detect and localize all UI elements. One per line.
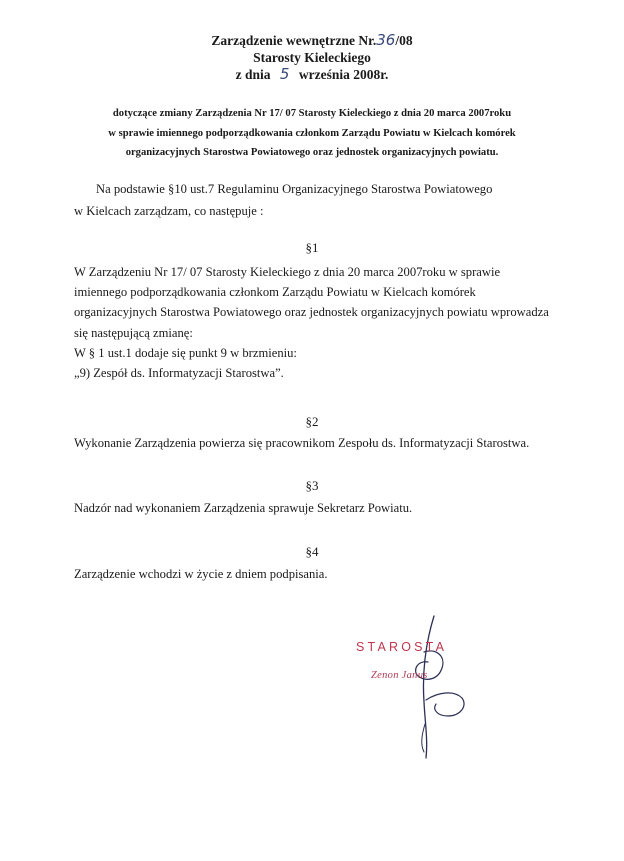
section-1-line: imiennego podporządkowania członkom Zarządu Powiatu w Kielcach komórek [74,285,476,300]
intro-line: Na podstawie §10 ust.7 Regulaminu Organizacyjnego Starostwa Powiatowego [96,182,493,196]
section-1-title: §1 [305,240,319,255]
header-line-3 [0,66,624,83]
header-title-suffix: /08 [395,33,413,48]
subject-line: organizacyjnych Starostwa Powiatowego oraz jednostek organizacyjnych powiatu. [125,147,499,158]
section-2-body: Wykonanie Zarządzenia powierza się pracownikom Zespołu ds. Informatyzacji Starostwa. [74,436,530,450]
intro-line: w Kielcach zarządzam, co następuje : [74,204,264,218]
subject-line: w sprawie imiennego podporządkowania członkom Zarządu Powiatu w Kielcach komórek [108,127,516,139]
stamp-name: Zenon Janus [371,670,428,681]
handwritten-day: 5 [279,65,290,83]
section-3-body: Nadzór nad wykonaniem Zarządzenia sprawuje Sekretarz Powiatu. [74,501,413,515]
section-1-line: organizacyjnych Starostwa Powiatowego oraz jednostek organizacyjnych powiatu wprowadza [74,305,549,320]
intro-paragraph [74,178,550,222]
section-1-line: „9) Zespół ds. Informatyzacji Starostwa”. [74,366,284,381]
handwritten-number: 36 [376,31,396,49]
subject-line: dotyczące zmiany Zarządzenia Nr 17/ 07 Starosty Kieleckiego z dnia 20 marca 2007roku [112,108,512,119]
section-4-body: Zarządzenie wchodzi w życie z dniem podpisania. [74,567,328,581]
document-header [0,32,624,83]
header-line-2: Starosty Kieleckiego [253,50,371,65]
header-date-prefix: z dnia [235,67,271,82]
stamp-title: STAROSTA [356,640,448,654]
section-1-line: się następującą zmianę: [74,325,193,340]
document-subject [86,104,538,163]
header-title-prefix: Zarządzenie wewnętrzne Nr. [211,33,377,48]
section-2-title: §2 [305,414,319,429]
section-3-title: §3 [305,478,319,493]
section-1-line: W Zarządzeniu Nr 17/ 07 Starosty Kieleckiego z dnia 20 marca 2007roku w sprawie [74,265,501,279]
header-date-suffix: września 2008r. [298,67,389,82]
section-1-line: W § 1 ust.1 dodaje się punkt 9 w brzmieniu: [74,345,297,360]
section-4-title: §4 [305,544,319,559]
section-1-body [74,262,550,383]
header-line-1 [0,32,624,49]
handwritten-signature-icon [388,612,478,762]
